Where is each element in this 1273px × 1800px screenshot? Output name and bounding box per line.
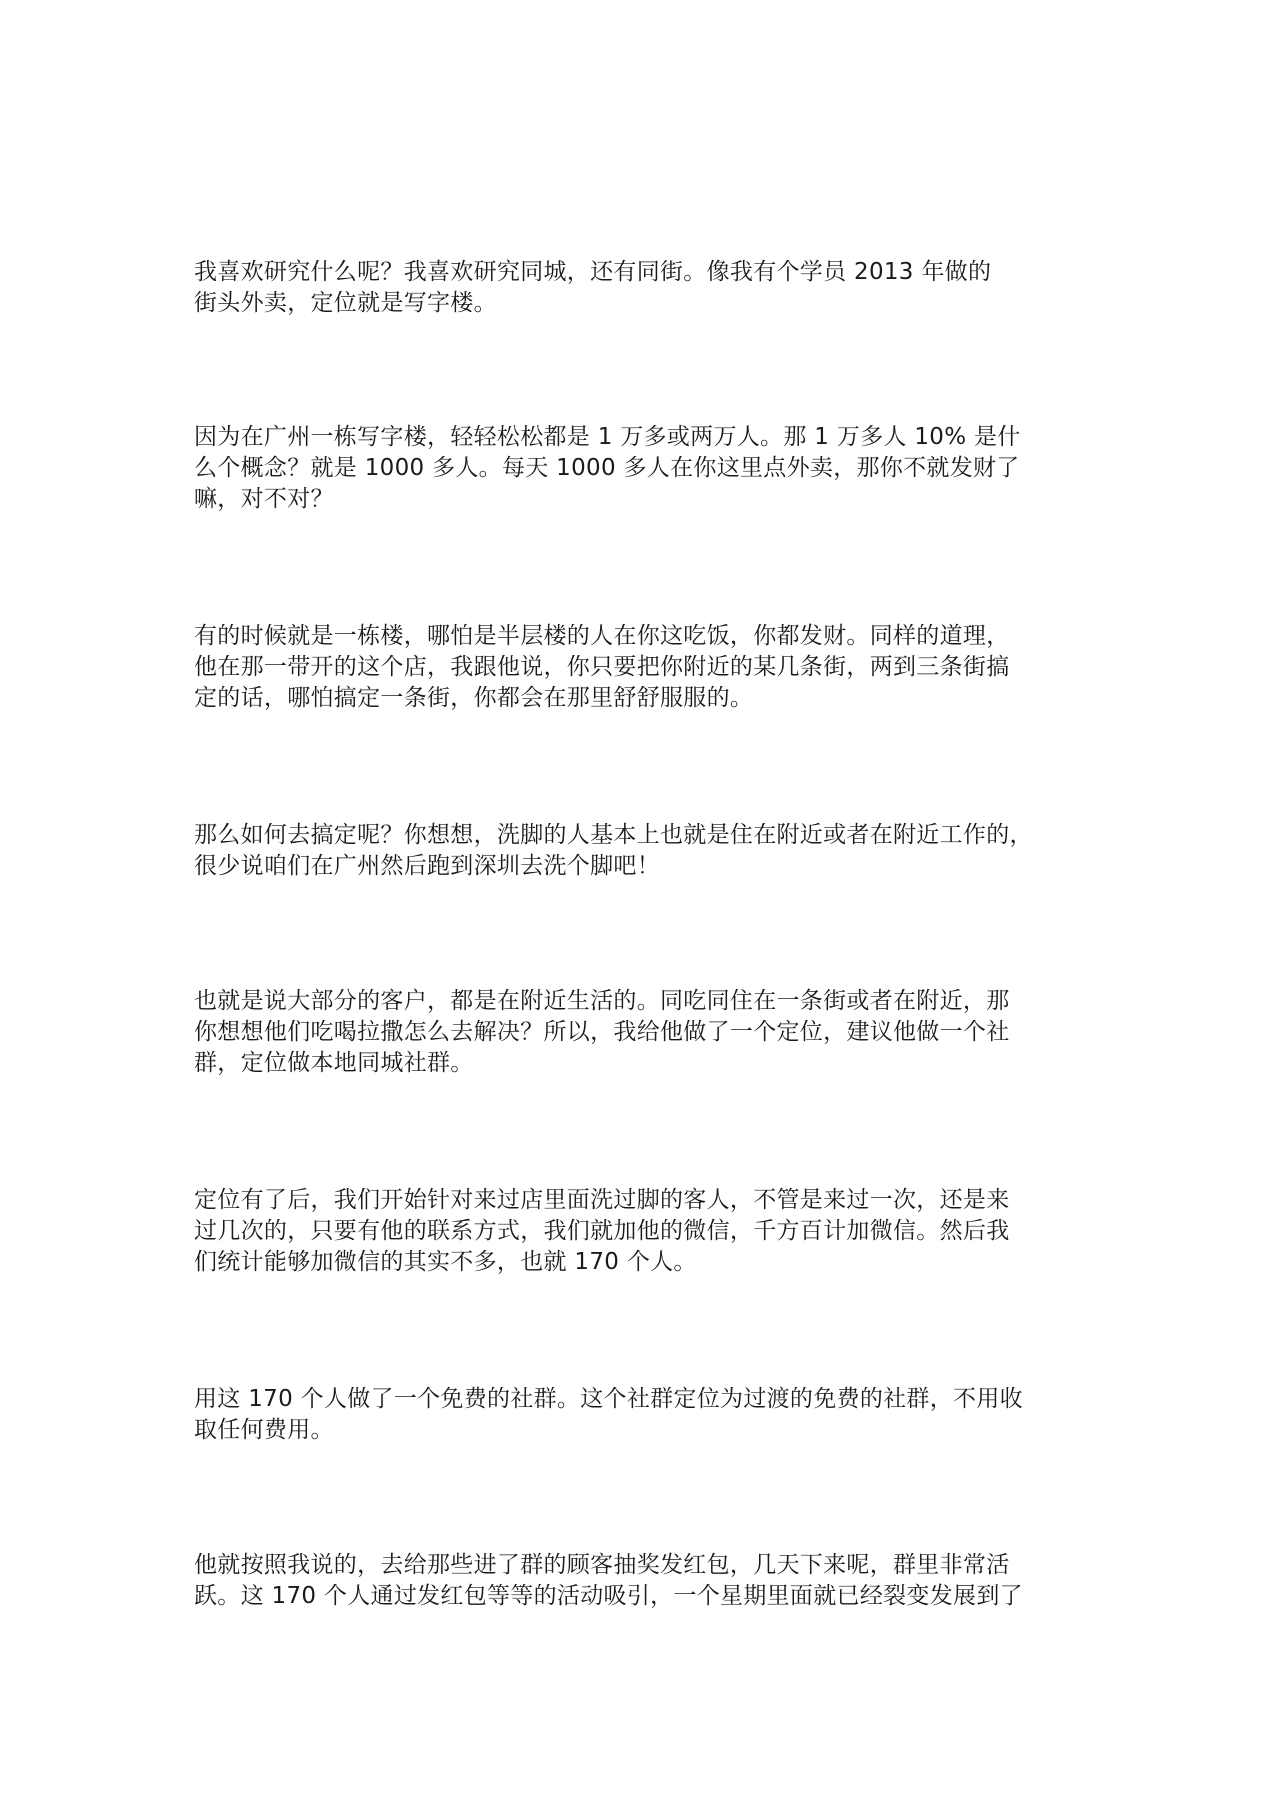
paragraph-line: 定位有了后，我们开始针对来过店里面洗过脚的客人，不管是来过一次，还是来 xyxy=(194,1187,1010,1213)
paragraph-2 xyxy=(194,422,1094,515)
paragraph-line: 很少说咱们在广州然后跑到深圳去洗个脚吧！ xyxy=(194,853,660,879)
paragraph-line: 你想想他们吃喝拉撒怎么去解决？所以，我给他做了一个定位，建议他做一个社 xyxy=(194,1019,1010,1045)
paragraph-line: 也就是说大部分的客户，都是在附近生活的。同吃同住在一条街或者在附近，那 xyxy=(194,988,1010,1014)
paragraph-1 xyxy=(194,257,1094,319)
paragraph-line: 过几次的，只要有他的联系方式，我们就加他的微信，千方百计加微信。然后我 xyxy=(194,1218,1010,1244)
paragraph-line: 们统计能够加微信的其实不多，也就 170 个人。 xyxy=(194,1249,697,1275)
paragraph-line: 用这 170 个人做了一个免费的社群。这个社群定位为过渡的免费的社群，不用收 xyxy=(194,1386,1023,1412)
paragraph-line: 跃。这 170 个人通过发红包等等的活动吸引，一个星期里面就已经裂变发展到了 xyxy=(194,1583,1023,1609)
paragraph-line: 街头外卖，定位就是写字楼。 xyxy=(194,290,497,316)
paragraph-line: 他就按照我说的，去给那些进了群的顾客抽奖发红包，几天下来呢，群里非常活 xyxy=(194,1552,1010,1578)
paragraph-line: 我喜欢研究什么呢？我喜欢研究同城，还有同街。像我有个学员 2013 年做的 xyxy=(194,259,992,285)
paragraph-line: 定的话，哪怕搞定一条街，你都会在那里舒舒服服的。 xyxy=(194,685,754,711)
paragraph-line: 有的时候就是一栋楼，哪怕是半层楼的人在你这吃饭，你都发财。同样的道理， xyxy=(194,623,1010,649)
paragraph-line: 那么如何去搞定呢？你想想，洗脚的人基本上也就是住在附近或者在附近工作的， xyxy=(194,822,1033,848)
paragraph-8 xyxy=(194,1550,1094,1612)
paragraph-line: 他在那一带开的这个店，我跟他说，你只要把你附近的某几条街，两到三条街搞 xyxy=(194,654,1010,680)
paragraph-line: 嘛，对不对？ xyxy=(194,486,334,512)
paragraph-3 xyxy=(194,621,1094,714)
paragraph-line: 么个概念？就是 1000 多人。每天 1000 多人在你这里点外卖，那你不就发财了 xyxy=(194,455,1020,481)
paragraph-5 xyxy=(194,986,1094,1079)
paragraph-line: 取任何费用。 xyxy=(194,1417,334,1443)
paragraph-line: 群，定位做本地同城社群。 xyxy=(194,1050,474,1076)
paragraph-line: 因为在广州一栋写字楼，轻轻松松都是 1 万多或两万人。那 1 万多人 10% 是什 xyxy=(194,424,1021,450)
paragraph-7 xyxy=(194,1384,1094,1446)
paragraph-6 xyxy=(194,1185,1094,1278)
paragraph-4 xyxy=(194,820,1094,882)
